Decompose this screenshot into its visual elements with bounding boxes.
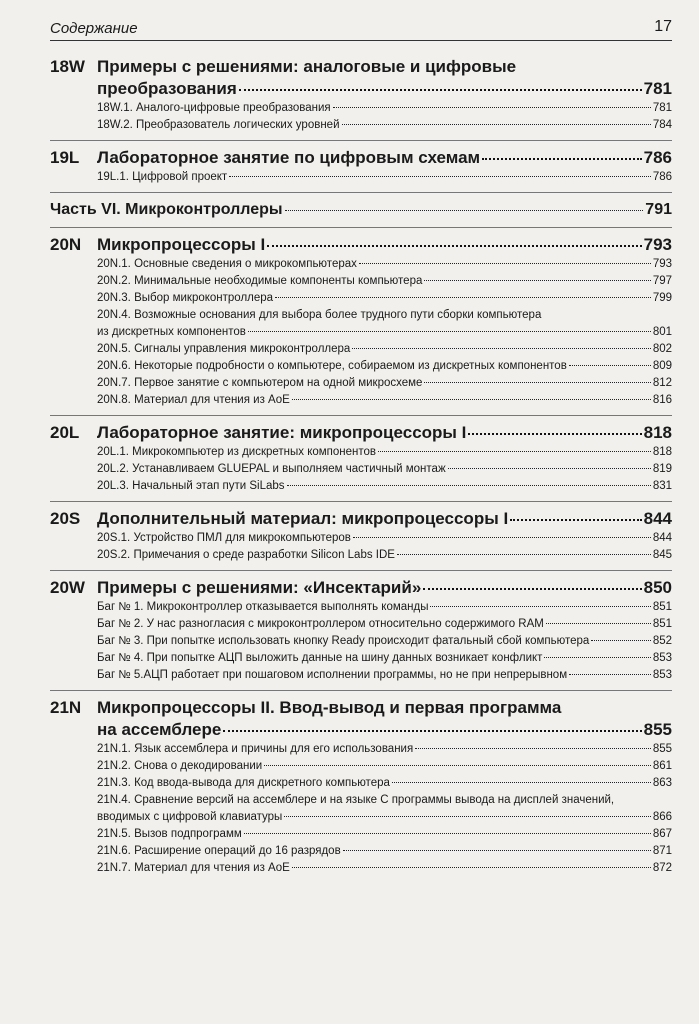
dot-leader [569, 674, 651, 675]
dot-leader [292, 399, 651, 400]
entry-page-number: 781 [643, 79, 672, 98]
entry-page-number: 812 [652, 377, 672, 389]
toc-section-entry[interactable] [50, 530, 672, 547]
dot-leader [244, 833, 651, 834]
entry-text-block [97, 375, 672, 392]
entry-title: 21N.3. Код ввода-вывода для дискретного компьютера [97, 777, 390, 789]
toc-section-entry[interactable] [50, 826, 672, 843]
entry-text-block [97, 860, 672, 877]
entry-page-number: 851 [652, 601, 672, 613]
entry-title: 21N.4. Сравнение версий на ассемблере и на языке С программы вывода на дисплей значений, [97, 794, 615, 806]
entry-text-block [97, 444, 672, 461]
entry-text-block [97, 461, 672, 478]
dot-leader [248, 331, 651, 332]
entry-page-number: 799 [652, 292, 672, 304]
dot-leader [333, 107, 651, 108]
entry-text-block [97, 577, 672, 599]
toc-section-entry[interactable] [50, 616, 672, 633]
entry-line [97, 100, 672, 117]
section-divider [50, 570, 672, 571]
entry-page-number: 786 [643, 148, 672, 167]
dot-leader [353, 537, 651, 538]
page-number: 17 [654, 18, 672, 35]
entry-title: Примеры с решениями: аналоговые и цифровые [97, 57, 517, 76]
dot-leader [424, 280, 650, 281]
entry-page-number: 786 [652, 171, 672, 183]
toc-section-entry[interactable] [50, 444, 672, 461]
entry-title: Микропроцессоры I [97, 235, 266, 254]
entry-title: Дополнительный материал: микропроцессоры I [97, 509, 509, 528]
entry-page-number: 801 [652, 326, 672, 338]
entry-line [97, 616, 672, 633]
entry-page-number: 867 [652, 828, 672, 840]
entry-title: 20N.6. Некоторые подробности о компьютере, собираемом из дискретных компонентов [97, 360, 567, 372]
entry-text-block [50, 199, 672, 221]
dot-leader [352, 348, 651, 349]
chapter-number: 20N [50, 235, 82, 254]
entry-title: 20L.3. Начальный этап пути SiLabs [97, 480, 285, 492]
entry-page-number: 852 [652, 635, 672, 647]
entry-line [97, 324, 672, 341]
chapter-number: 20L [50, 423, 80, 442]
entry-text-block [97, 826, 672, 843]
entry-title: Лабораторное занятие: микропроцессоры I [97, 423, 467, 442]
entry-line [97, 860, 672, 877]
dot-leader [544, 657, 650, 658]
entry-page-number: 816 [652, 394, 672, 406]
chapter-number: 19L [50, 148, 80, 167]
toc-chapter-entry[interactable] [50, 56, 672, 100]
entry-text-block [97, 169, 672, 186]
entry-title: 20N.5. Сигналы управления микроконтроллера [97, 343, 351, 355]
entry-title: Баг № 4. При попытке АЦП выложить данные на шину данных возникает конфликт [97, 652, 543, 664]
entry-page-number: 784 [652, 119, 672, 131]
toc-section-entry[interactable] [50, 758, 672, 775]
entry-line [97, 375, 672, 392]
entry-page-number: 871 [652, 845, 672, 857]
entry-line [97, 256, 672, 273]
dot-leader [591, 640, 650, 641]
entry-text-block [97, 147, 672, 169]
dot-leader [424, 382, 650, 383]
toc-section-entry[interactable] [50, 117, 672, 134]
dot-leader [415, 748, 651, 749]
dot-leader [343, 850, 651, 851]
dot-leader [287, 485, 651, 486]
entry-title: Примеры с решениями: «Инсектарий» [97, 578, 422, 597]
entry-line [97, 444, 672, 461]
entry-title: 20L.2. Устанавливаем GLUEPAL и выполняем частичный монтаж [97, 463, 446, 475]
dot-leader [223, 730, 641, 732]
entry-line [97, 650, 672, 667]
entry-title: 20N.1. Основные сведения о микрокомпьютерах [97, 258, 357, 270]
entry-text-block [97, 775, 672, 792]
dot-leader [392, 782, 651, 783]
entry-title: вводимых с цифровой клавиатуры [97, 811, 283, 823]
entry-line [97, 508, 672, 530]
toc-section-entry[interactable] [50, 358, 672, 375]
entry-text-block [97, 341, 672, 358]
entry-title: 21N.6. Расширение операций до 16 разрядов [97, 845, 341, 857]
entry-title: Микропроцессоры II. Ввод-вывод и первая программа [97, 698, 562, 717]
dot-leader [482, 158, 642, 160]
entry-line [97, 577, 672, 599]
entry-text-block [97, 633, 672, 650]
entry-text-block [97, 547, 672, 564]
dot-leader [359, 263, 651, 264]
chapter-number: 20S [50, 509, 81, 528]
chapter-number: 20W [50, 578, 85, 597]
entry-page-number: 781 [652, 102, 672, 114]
entry-line [97, 843, 672, 860]
entry-text-block [97, 792, 672, 826]
dot-leader [430, 606, 650, 607]
section-divider [50, 690, 672, 691]
running-header [50, 18, 672, 41]
entry-text-block [97, 741, 672, 758]
entry-title: 18W.2. Преобразователь логических уровней [97, 119, 340, 131]
entry-text-block [97, 667, 672, 684]
entry-text-block [97, 392, 672, 409]
dot-leader [569, 365, 651, 366]
entry-page-number: 872 [652, 862, 672, 874]
entry-title: 21N.5. Вызов подпрограмм [97, 828, 242, 840]
entry-page-number: 853 [652, 652, 672, 664]
entry-page-number: 853 [652, 669, 672, 681]
chapter-number: 18W [50, 57, 85, 76]
entry-text-block [97, 307, 672, 341]
entry-title: 20N.7. Первое занятие с компьютером на одной микросхеме [97, 377, 423, 389]
entry-page-number: 793 [652, 258, 672, 270]
entry-line [97, 307, 672, 324]
toc-section-entry[interactable] [50, 599, 672, 616]
entry-line [97, 697, 672, 719]
toc-section-entry[interactable] [50, 461, 672, 478]
entry-line [97, 273, 672, 290]
entry-line [97, 826, 672, 843]
entry-line [97, 169, 672, 186]
entry-text-block [97, 56, 672, 100]
entry-page-number: 855 [652, 743, 672, 755]
entry-line [50, 199, 672, 221]
entry-line [97, 792, 672, 809]
dot-leader [397, 554, 651, 555]
entry-line [97, 234, 672, 256]
entry-title: 20L.1. Микрокомпьютер из дискретных компонентов [97, 446, 377, 458]
entry-page-number: 793 [643, 235, 672, 254]
entry-title: 20S.2. Примечания о среде разработки Silicon Labs IDE [97, 549, 395, 561]
dot-leader [267, 245, 641, 247]
entry-line [97, 422, 672, 444]
entry-title: 19L.1. Цифровой проект [97, 171, 228, 183]
entry-text-block [97, 234, 672, 256]
entry-line [97, 530, 672, 547]
toc-section-entry[interactable] [50, 256, 672, 273]
entry-text-block [97, 117, 672, 134]
entry-title: 20N.4. Возможные основания для выбора более трудного пути сборки компьютера [97, 309, 542, 321]
toc-part-entry[interactable] [50, 199, 672, 221]
entry-title: 21N.7. Материал для чтения из AoE [97, 862, 290, 874]
toc-section-entry[interactable] [50, 273, 672, 290]
toc-section-entry[interactable] [50, 392, 672, 409]
entry-line [97, 719, 672, 741]
dot-leader [275, 297, 651, 298]
table-of-contents [50, 52, 672, 877]
entry-line [97, 147, 672, 169]
dot-leader [448, 468, 651, 469]
entry-line [97, 547, 672, 564]
toc-chapter-entry[interactable] [50, 234, 672, 256]
dot-leader [239, 89, 642, 91]
entry-title: Баг № 3. При попытке использовать кнопку Ready происходит фатальный сбой компьютера [97, 635, 590, 647]
entry-line [97, 667, 672, 684]
entry-title: 20N.8. Материал для чтения из AoE [97, 394, 290, 406]
entry-line [97, 809, 672, 826]
dot-leader [468, 433, 641, 435]
entry-page-number: 809 [652, 360, 672, 372]
entry-text-block [97, 422, 672, 444]
entry-line [97, 741, 672, 758]
toc-section-entry[interactable] [50, 741, 672, 758]
dot-leader [285, 210, 644, 211]
entry-page-number: 850 [643, 578, 672, 597]
dot-leader [546, 623, 651, 624]
toc-section-entry[interactable] [50, 860, 672, 877]
entry-text-block [97, 599, 672, 616]
entry-text-block [97, 273, 672, 290]
toc-section-entry[interactable] [50, 341, 672, 358]
entry-text-block [97, 358, 672, 375]
entry-text-block [97, 256, 672, 273]
toc-section-entry[interactable] [50, 775, 672, 792]
toc-section-entry[interactable] [50, 547, 672, 564]
section-divider [50, 501, 672, 502]
entry-text-block [97, 478, 672, 495]
entry-title: из дискретных компонентов [97, 326, 246, 338]
entry-title: 20N.2. Минимальные необходимые компоненты компьютера [97, 275, 423, 287]
entry-page-number: 831 [652, 480, 672, 492]
dot-leader [264, 765, 651, 766]
entry-title: 20S.1. Устройство ПМЛ для микрокомпьютеров [97, 532, 351, 544]
entry-page-number: 818 [643, 423, 672, 442]
entry-page-number: 802 [652, 343, 672, 355]
toc-section-entry[interactable] [50, 290, 672, 307]
entry-line [97, 392, 672, 409]
toc-chapter-entry[interactable] [50, 147, 672, 169]
toc-section-entry[interactable] [50, 650, 672, 667]
entry-line [97, 633, 672, 650]
entry-text-block [97, 508, 672, 530]
entry-text-block [97, 843, 672, 860]
entry-title: на ассемблере [97, 720, 222, 739]
entry-page-number: 844 [643, 509, 672, 528]
entry-title: 20N.3. Выбор микроконтроллера [97, 292, 274, 304]
entry-page-number: 863 [652, 777, 672, 789]
entry-line [97, 599, 672, 616]
toc-section-entry[interactable] [50, 633, 672, 650]
entry-title: Баг № 2. У нас разногласия с микроконтроллером относительно содержимого RAM [97, 618, 544, 630]
entry-line [97, 358, 672, 375]
dot-leader [378, 451, 651, 452]
entry-title: 18W.1. Аналого-цифровые преобразования [97, 102, 331, 114]
dot-leader [229, 176, 651, 177]
entry-text-block [97, 650, 672, 667]
toc-chapter-entry[interactable] [50, 422, 672, 444]
entry-line [97, 56, 672, 78]
dot-leader [510, 519, 641, 521]
section-divider [50, 192, 672, 193]
entry-line [97, 117, 672, 134]
entry-title: 21N.2. Снова о декодировании [97, 760, 263, 772]
entry-title: Лабораторное занятие по цифровым схемам [97, 148, 481, 167]
toc-chapter-entry[interactable] [50, 577, 672, 599]
entry-page-number: 844 [652, 532, 672, 544]
entry-page-number: 866 [652, 811, 672, 823]
entry-line [97, 78, 672, 100]
entry-title: Баг № 1. Микроконтроллер отказывается выполнять команды [97, 601, 429, 613]
entry-page-number: 797 [652, 275, 672, 287]
toc-section-entry[interactable] [50, 307, 672, 341]
entry-text-block [97, 697, 672, 741]
entry-page-number: 791 [645, 201, 672, 218]
running-header-title: Содержание [50, 20, 138, 37]
toc-section-entry[interactable] [50, 792, 672, 826]
toc-section-entry[interactable] [50, 667, 672, 684]
toc-chapter-entry[interactable] [50, 508, 672, 530]
entry-page-number: 845 [652, 549, 672, 561]
entry-line [97, 758, 672, 775]
entry-text-block [97, 758, 672, 775]
entry-title: Часть VI. Микроконтроллеры [50, 201, 283, 218]
entry-text-block [97, 616, 672, 633]
dot-leader [342, 124, 651, 125]
dot-leader [423, 588, 641, 590]
entry-text-block [97, 530, 672, 547]
toc-chapter-entry[interactable] [50, 697, 672, 741]
entry-line [97, 290, 672, 307]
section-divider [50, 140, 672, 141]
toc-section-entry[interactable] [50, 478, 672, 495]
entry-page-number: 855 [643, 720, 672, 739]
toc-section-entry[interactable] [50, 375, 672, 392]
dot-leader [292, 867, 651, 868]
toc-section-entry[interactable] [50, 100, 672, 117]
entry-title: Баг № 5.АЦП работает при пошаговом исполнении программы, но не при непрерывном [97, 669, 568, 681]
entry-line [97, 461, 672, 478]
chapter-number: 21N [50, 698, 82, 717]
entry-text-block [97, 290, 672, 307]
entry-line [97, 775, 672, 792]
entry-page-number: 819 [652, 463, 672, 475]
entry-line [97, 478, 672, 495]
entry-page-number: 861 [652, 760, 672, 772]
entry-page-number: 851 [652, 618, 672, 630]
toc-section-entry[interactable] [50, 169, 672, 186]
entry-title: преобразования [97, 79, 237, 98]
entry-text-block [97, 100, 672, 117]
entry-line [97, 341, 672, 358]
entry-page-number: 818 [652, 446, 672, 458]
section-divider [50, 415, 672, 416]
toc-section-entry[interactable] [50, 843, 672, 860]
section-divider [50, 227, 672, 228]
entry-title: 21N.1. Язык ассемблера и причины для его использования [97, 743, 414, 755]
dot-leader [284, 816, 651, 817]
